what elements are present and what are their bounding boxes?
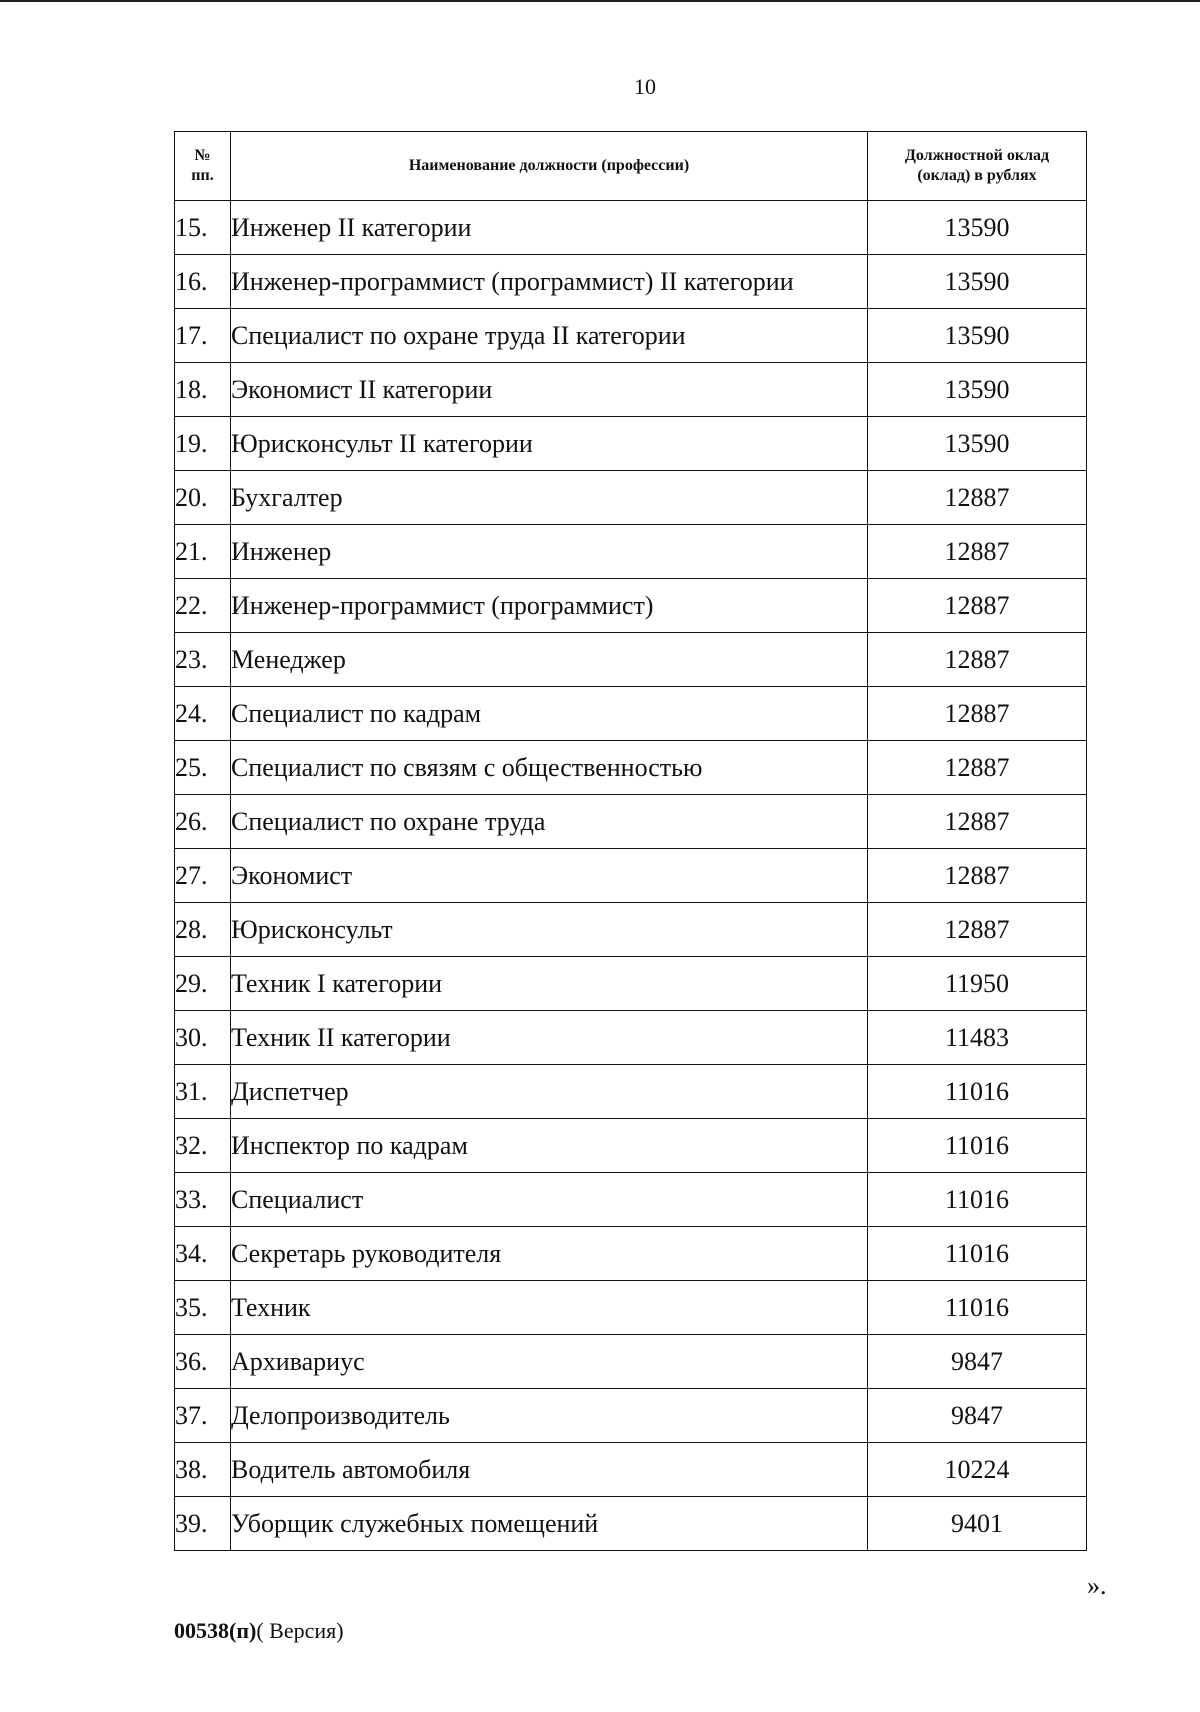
table-row	[175, 1119, 1087, 1173]
row-number: 32.	[175, 1119, 231, 1173]
table-row	[175, 1065, 1087, 1119]
table-row	[175, 687, 1087, 741]
header-salary-text: Должностной оклад (оклад) в рублях	[904, 147, 1050, 184]
salary-value: 9401	[868, 1497, 1087, 1551]
salary-value: 10224	[868, 1443, 1087, 1497]
position-name: Техник II категории	[231, 1011, 868, 1065]
top-border-line	[0, 0, 1200, 2]
row-number: 21.	[175, 525, 231, 579]
table-row	[175, 1389, 1087, 1443]
salary-table	[174, 131, 1087, 1551]
table-row	[175, 1011, 1087, 1065]
row-number: 15.	[175, 201, 231, 255]
salary-value: 12887	[868, 471, 1087, 525]
row-number: 30.	[175, 1011, 231, 1065]
header-salary	[868, 132, 1087, 201]
salary-value: 13590	[868, 417, 1087, 471]
table-row	[175, 471, 1087, 525]
row-number: 36.	[175, 1335, 231, 1389]
position-name: Делопроизводитель	[231, 1389, 868, 1443]
salary-value: 13590	[868, 255, 1087, 309]
row-number: 33.	[175, 1173, 231, 1227]
salary-value: 12887	[868, 579, 1087, 633]
row-number: 16.	[175, 255, 231, 309]
table-row	[175, 741, 1087, 795]
salary-value: 11016	[868, 1065, 1087, 1119]
header-position-name	[231, 132, 868, 201]
page-number: 10	[634, 74, 656, 99]
header-number-text: № пп.	[191, 147, 214, 184]
table-row	[175, 1281, 1087, 1335]
salary-value: 11016	[868, 1119, 1087, 1173]
position-name: Инженер-программист (программист) II категории	[231, 255, 868, 309]
position-name: Секретарь руководителя	[231, 1227, 868, 1281]
position-name: Специалист по охране труда II категории	[231, 309, 868, 363]
table-row	[175, 903, 1087, 957]
position-name: Специалист по охране труда	[231, 795, 868, 849]
position-name: Инженер II категории	[231, 201, 868, 255]
row-number: 23.	[175, 633, 231, 687]
table-row	[175, 1227, 1087, 1281]
salary-value: 12887	[868, 849, 1087, 903]
row-number: 29.	[175, 957, 231, 1011]
position-name: Специалист по кадрам	[231, 687, 868, 741]
table-row	[175, 579, 1087, 633]
salary-value: 13590	[868, 201, 1087, 255]
position-name: Уборщик служебных помещений	[231, 1497, 868, 1551]
table-row	[175, 633, 1087, 687]
salary-value: 9847	[868, 1389, 1087, 1443]
salary-value: 11016	[868, 1281, 1087, 1335]
table-row	[175, 957, 1087, 1011]
row-number: 25.	[175, 741, 231, 795]
header-position-name-text: Наименование должности (профессии)	[408, 157, 690, 174]
salary-value: 13590	[868, 363, 1087, 417]
position-name: Инженер	[231, 525, 868, 579]
footer-document-code	[174, 1618, 344, 1644]
position-name: Менеджер	[231, 633, 868, 687]
row-number: 26.	[175, 795, 231, 849]
salary-value: 12887	[868, 741, 1087, 795]
position-name: Бухгалтер	[231, 471, 868, 525]
row-number: 22.	[175, 579, 231, 633]
table-row	[175, 1173, 1087, 1227]
salary-value: 12887	[868, 525, 1087, 579]
header-number	[175, 132, 231, 201]
position-name: Юрисконсульт	[231, 903, 868, 957]
position-name: Архивариус	[231, 1335, 868, 1389]
salary-value: 11016	[868, 1227, 1087, 1281]
position-name: Диспетчер	[231, 1065, 868, 1119]
position-name: Экономист II категории	[231, 363, 868, 417]
position-name: Инспектор по кадрам	[231, 1119, 868, 1173]
table-row	[175, 849, 1087, 903]
table-header-row	[175, 132, 1087, 201]
salary-value: 12887	[868, 687, 1087, 741]
position-name: Техник	[231, 1281, 868, 1335]
row-number: 20.	[175, 471, 231, 525]
row-number: 17.	[175, 309, 231, 363]
table-row	[175, 363, 1087, 417]
closing-quote: ».	[1087, 1571, 1107, 1600]
table-row	[175, 309, 1087, 363]
row-number: 39.	[175, 1497, 231, 1551]
table-row	[175, 1497, 1087, 1551]
table-row	[175, 201, 1087, 255]
salary-value: 11950	[868, 957, 1087, 1011]
row-number: 27.	[175, 849, 231, 903]
position-name: Юрисконсульт II категории	[231, 417, 868, 471]
row-number: 35.	[175, 1281, 231, 1335]
row-number: 18.	[175, 363, 231, 417]
row-number: 37.	[175, 1389, 231, 1443]
position-name: Специалист по связям с общественностью	[231, 741, 868, 795]
salary-value: 11483	[868, 1011, 1087, 1065]
row-number: 28.	[175, 903, 231, 957]
position-name: Техник I категории	[231, 957, 868, 1011]
row-number: 34.	[175, 1227, 231, 1281]
position-name: Водитель автомобиля	[231, 1443, 868, 1497]
row-number: 38.	[175, 1443, 231, 1497]
position-name: Специалист	[231, 1173, 868, 1227]
table-row	[175, 255, 1087, 309]
salary-value: 9847	[868, 1335, 1087, 1389]
position-name: Инженер-программист (программист)	[231, 579, 868, 633]
footer-code: 00538(п)	[174, 1618, 257, 1643]
row-number: 24.	[175, 687, 231, 741]
salary-value: 11016	[868, 1173, 1087, 1227]
position-name: Экономист	[231, 849, 868, 903]
table-row	[175, 1335, 1087, 1389]
table-row	[175, 1443, 1087, 1497]
table-row	[175, 795, 1087, 849]
row-number: 19.	[175, 417, 231, 471]
footer-version: ( Версия)	[256, 1618, 344, 1643]
table-row	[175, 525, 1087, 579]
salary-value: 12887	[868, 903, 1087, 957]
row-number: 31.	[175, 1065, 231, 1119]
salary-value: 13590	[868, 309, 1087, 363]
table-row	[175, 417, 1087, 471]
salary-value: 12887	[868, 633, 1087, 687]
salary-value: 12887	[868, 795, 1087, 849]
